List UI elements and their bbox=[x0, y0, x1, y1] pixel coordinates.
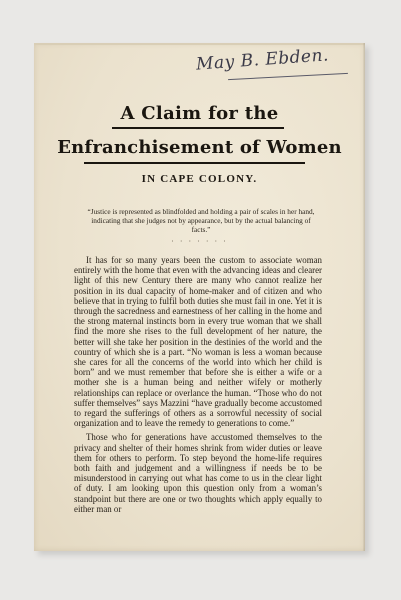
epigraph-quote: “Justice is represented as blindfolded and holding a pair of scales in her hand, indicating that she judges not by appearance, but by the actual balancing of facts.” bbox=[87, 207, 315, 234]
body-text bbox=[74, 255, 322, 518]
signature-underline bbox=[228, 73, 348, 80]
title-underline-1 bbox=[112, 127, 284, 129]
pamphlet-page bbox=[34, 43, 365, 551]
title-line-2: Enfranchisement of Women bbox=[57, 137, 342, 158]
page-top-edge bbox=[34, 43, 365, 45]
paragraph: It has for so many years been the custom to associate woman entirely with the home that even with the advancing ideas and clearer light of this new Century there are many who cannot realize her position in its dual capacity of home-maker and of citizen and who believe that in trying to fulfil both duties she must fail in one. Yet it is through the sacredness and earnestness of her calling in the home and the strong maternal instincts born in every true woman that we shall find the more she rises to the full development of her nature, the better will she take her position in the destinies of the world and the country of which she is a part. “No woman is less a woman because she cares for all the concerns of the world into which her child is born” and we must remember that before she is either a wife or a mother she is a human being and neither wifely or motherly relationships can replace or overlance the human. “Those who do not suffer themselves” says Mazzini “have gradually become accustomed to regard the sufferings of others as a sorrowful necessity of social organization and to leave the remedy to generations to come.” bbox=[74, 255, 322, 429]
paragraph: Those who for generations have accustomed themselves to the privacy and shelter of their homes shrink from wider duties or leave them for others to perform. To step beyond the home-life requires both faith and judgement and a willingness if needs be to be misunderstood in carrying out what has come to us in the clear light of duty. I am looking upon this question only from a woman’s standpoint but there are one or two thoughts which apply equally to either man or bbox=[74, 432, 322, 514]
subtitle: IN CAPE COLONY. bbox=[141, 173, 258, 185]
handwritten-signature: May B. Ebden. bbox=[195, 45, 330, 75]
title-underline-2 bbox=[84, 162, 305, 164]
section-separator: · · · · · · · bbox=[171, 237, 228, 246]
title-line-1: A Claim for the bbox=[120, 103, 279, 124]
